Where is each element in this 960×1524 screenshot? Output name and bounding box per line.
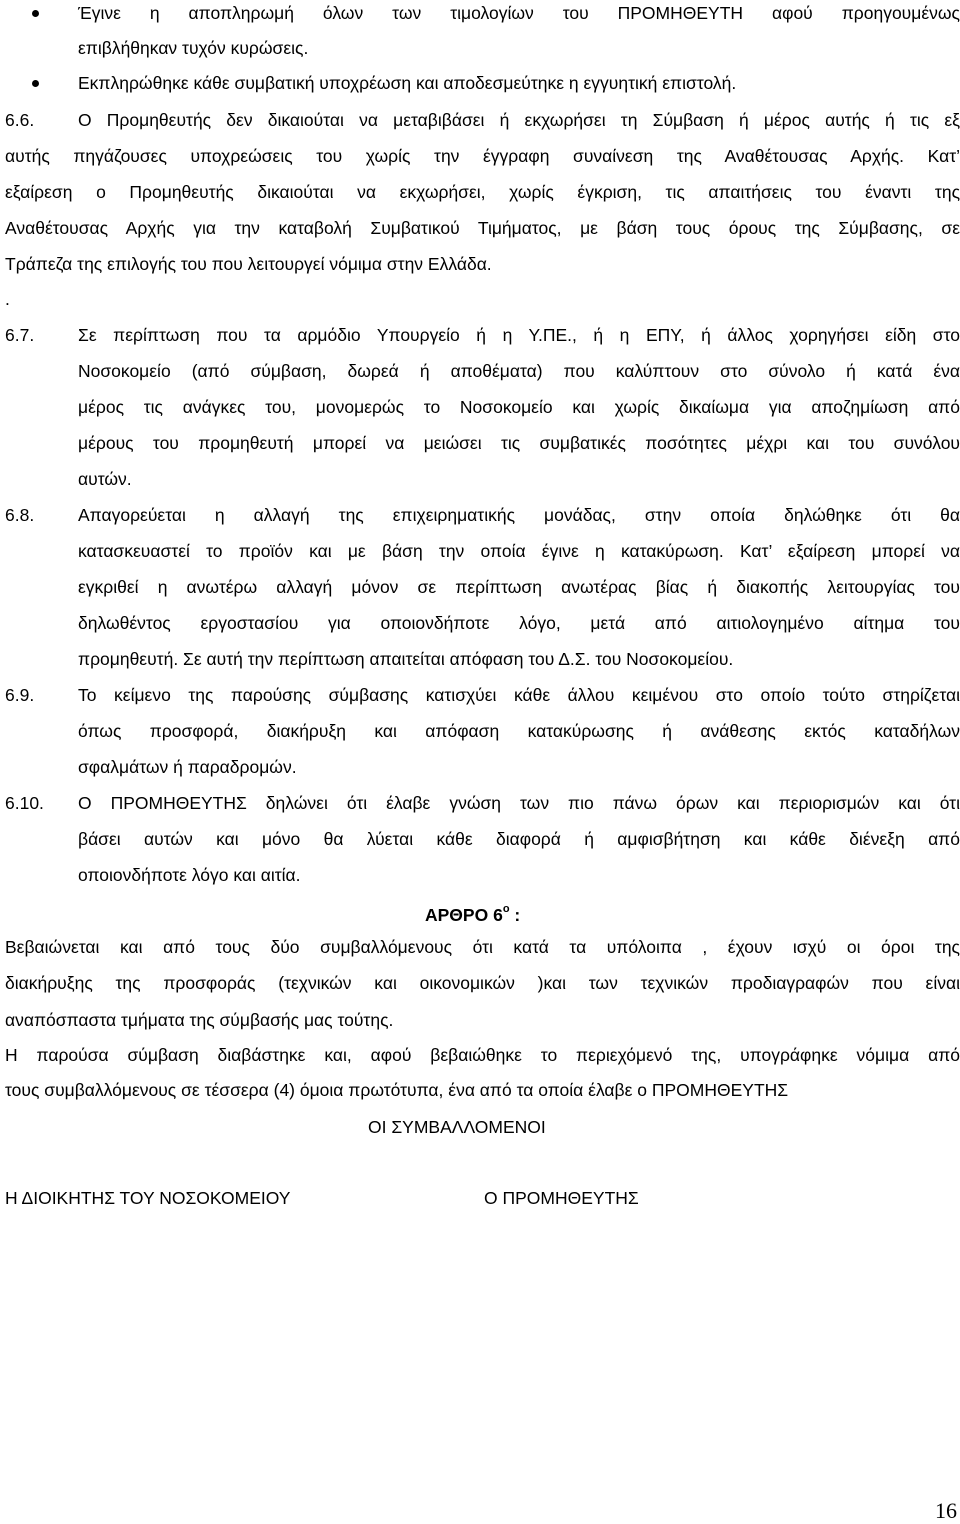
bullet-2-line-1: Εκπληρώθηκε κάθε συμβατική υποχρέωση και αποδεσμεύτηκε η εγγυητική επιστολή. <box>78 73 737 93</box>
clause-6-9-line: σφαλμάτων ή παραδρομών. <box>78 757 297 777</box>
closing-line: τους συμβαλλόμενους σε τέσσερα (4) όμοια πρωτότυπα, ένα από τα οποία έλαβε ο ΠΡΟΜΗΘΕΥΤΗΣ <box>5 1080 789 1100</box>
article-colon: : <box>509 904 521 925</box>
clause-6-6-line: αυτής πηγάζουσες υποχρεώσεις του χωρίς την έγγραφη συναίνεση της Αναθέτουσας Αρχής. Κατ’ <box>5 146 960 166</box>
clause-6-9-number: 6.9. <box>5 685 35 705</box>
clause-6-8-line: Απαγορεύεται η αλλαγή της επιχειρηματικής μονάδας, στην οποία δηλώθηκε ότι θα <box>78 505 960 525</box>
stray-dot: . <box>5 289 10 309</box>
clause-6-7-line: μέρος τις ανάγκες του, μονομερώς το Νοσοκομείο και χωρίς δικαίωμα για αποζημίωση από <box>78 397 960 417</box>
article-heading <box>425 900 520 926</box>
clause-6-6-line: Αναθέτουσας Αρχής για την καταβολή Συμβατικού Τιμήματος, με βάση τους όρους της Σύμβασης, σε <box>5 218 960 238</box>
clause-6-10-line: οποιονδήποτε λόγο και αιτία. <box>78 865 301 885</box>
clause-6-6-number: 6.6. <box>5 110 35 130</box>
closing-line: Βεβαιώνεται και από τους δύο συμβαλλόμενους ότι κατά τα υπόλοιπα , έχουν ισχύ οι όροι της <box>5 937 960 957</box>
clause-6-6-line: Ο Προμηθευτής δεν δικαιούται να μεταβιβάσει ή εκχωρήσει τη Σύμβαση ή μέρος αυτής ή τις εξ <box>78 110 960 130</box>
bullet-icon <box>32 10 39 17</box>
signature-supplier: Ο ΠΡΟΜΗΘΕΥΤΗΣ <box>484 1188 639 1208</box>
article-title: ΑΡΘΡΟ 6 <box>425 904 503 925</box>
bullet-1-line-2: επιβλήθηκαν τυχόν κυρώσεις. <box>78 38 309 58</box>
clause-6-8-line: κατασκευαστεί το προϊόν και με βάση την οποία έγινε η κατακύρωση. Κατ’ εξαίρεση μπορεί να <box>78 541 960 561</box>
closing-line: Η παρούσα σύμβαση διαβάστηκε και, αφού βεβαιώθηκε το περιεχόμενό της, υπογράφηκε νόμιμα από <box>5 1045 960 1065</box>
clause-6-7-line: Σε περίπτωση που τα αρμόδιο Υπουργείο ή η Υ.ΠΕ., ή η ΕΠΥ, ή άλλος χορηγήσει είδη στο <box>78 325 960 345</box>
signature-director: Η ΔΙΟΙΚΗΤΗΣ ΤΟΥ ΝΟΣΟΚΟΜΕΙΟΥ <box>5 1188 291 1208</box>
article-superscript: ο <box>502 903 510 915</box>
closing-line: διακήρυξης της προσφοράς (τεχνικών και οικονομικών )και των τεχνικών προδιαγραφών που είναι <box>5 973 960 993</box>
bullet-icon <box>32 80 39 87</box>
clause-6-8-line: εγκριθεί η ανωτέρω αλλαγή μόνον σε περίπτωση ανωτέρας βίας ή διακοπής λειτουργίας του <box>78 577 960 597</box>
clause-6-7-line: Νοσοκομείο (από σύμβαση, δωρεά ή αποθέματα) που καλύπτουν στο σύνολο ή κατά ένα <box>78 361 960 381</box>
clause-6-7-line: αυτών. <box>78 469 132 489</box>
clause-6-6-line: εξαίρεση ο Προμηθευτής δικαιούται να εκχωρήσει, χωρίς έγκριση, τις απαιτήσεις του έναντι της <box>5 182 960 202</box>
bullet-1-line-1: Έγινε η αποπληρωμή όλων των τιμολογίων του ΠΡΟΜΗΘΕΥΤΗ αφού προηγουμένως <box>78 3 960 23</box>
page-number: 16 <box>935 1498 957 1523</box>
clause-6-6-line: Τράπεζα της επιλογής του που λειτουργεί νόμιμα στην Ελλάδα. <box>5 254 492 274</box>
closing-line: αναπόσπαστα τμήματα της σύμβασής μας τούτης. <box>5 1010 394 1030</box>
clause-6-8-line: δηλωθέντος εργοστασίου για οποιονδήποτε λόγο, μετά από αιτιολογημένο αίτημα του <box>78 613 960 633</box>
clause-6-8-number: 6.8. <box>5 505 35 525</box>
clause-6-10-number: 6.10. <box>5 793 44 813</box>
clause-6-10-line: βάσει αυτών και μόνο θα λύεται κάθε διαφορά ή αμφισβήτηση και κάθε διένεξη από <box>78 829 960 849</box>
clause-6-9-line: Το κείμενο της παρούσης σύμβασης κατισχύει κάθε άλλου κειμένου στο οποίο τούτο στηρίζεται <box>78 685 960 705</box>
clause-6-7-line: μέρους του προμηθευτή μπορεί να μειώσει τις συμβατικές ποσότητες μέχρι και του συνόλου <box>78 433 960 453</box>
parties-heading: ΟΙ ΣΥΜΒΑΛΛΟΜΕΝΟΙ <box>368 1117 546 1137</box>
clause-6-9-line: όπως προσφορά, διακήρυξη και απόφαση κατακύρωσης ή ανάθεσης εκτός καταδήλων <box>78 721 960 741</box>
clause-6-8-line: προμηθευτή. Σε αυτή την περίπτωση απαιτείται απόφαση του Δ.Σ. του Νοσοκομείου. <box>78 649 734 669</box>
clause-6-7-number: 6.7. <box>5 325 35 345</box>
clause-6-10-line: Ο ΠΡΟΜΗΘΕΥΤΗΣ δηλώνει ότι έλαβε γνώση των πιο πάνω όρων και περιορισμών και ότι <box>78 793 960 813</box>
